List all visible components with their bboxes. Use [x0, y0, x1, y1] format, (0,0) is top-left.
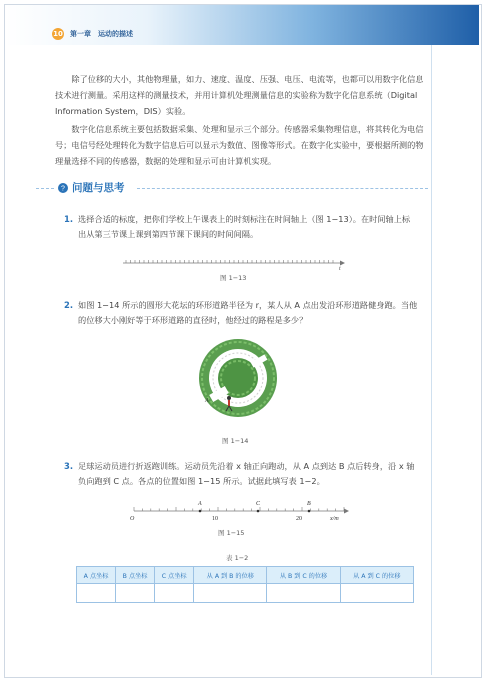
page-number-badge: 10: [53, 30, 63, 38]
question-text: 如图 1−14 所示的圆形大花坛的环形道路半径为 r，某人从 A 点出发沿环形道路健身跑。当他的位移大小刚好等于环形道路的直径时，他经过的路程是多少？: [78, 300, 418, 325]
tick-label: 20: [296, 516, 302, 522]
svg-text:?: ?: [61, 185, 65, 192]
table-header-cell: 从 B 到 C 的位移: [267, 567, 340, 584]
chapter-title: 第一章 运动的描述: [70, 30, 133, 38]
table-cell[interactable]: [194, 584, 267, 603]
table-cell[interactable]: [155, 584, 194, 603]
table-cell[interactable]: [267, 584, 340, 603]
question-text: 选择合适的标度，把你们学校上午课表上的时刻标注在时间轴上（图 1−13）。在时间轴上标出从第三节课上课到第四节课下课间的时间间隔。: [78, 214, 411, 239]
time-axis-figure: [118, 255, 348, 271]
point-label-a: A: [198, 501, 202, 507]
divider: [36, 188, 54, 190]
section-header: [57, 180, 125, 195]
question-number: 1.: [64, 214, 74, 224]
table-header-cell: A 点坐标: [77, 567, 116, 584]
origin-label: O: [130, 516, 135, 522]
figure-caption: 图 1−14: [222, 437, 249, 445]
point-label-c: C: [256, 501, 261, 507]
table-header-cell: B 点坐标: [116, 567, 155, 584]
table-cell[interactable]: [340, 584, 413, 603]
axis-unit-label: x/m: [330, 516, 339, 522]
table-header-cell: C 点坐标: [155, 567, 194, 584]
question-number: 2.: [64, 300, 74, 310]
section-title: 问题与思考: [72, 182, 125, 194]
figure-caption: 图 1−13: [220, 274, 247, 282]
position-axis-figure: [124, 497, 350, 523]
point-label: A: [205, 398, 209, 404]
axis-label: t: [339, 266, 341, 271]
point-label-b: B: [307, 501, 311, 507]
table-header-cell: 从 A 到 B 的位移: [194, 567, 267, 584]
question-text: 足球运动员进行折返跑训练。运动员先沿着 x 轴正向跑动，从 A 点到达 B 点后转身，沿 x 轴负向跑到 C 点。各点的位置如图 1−15 所示。试据此填写表 1−2。: [78, 461, 415, 486]
table-cell[interactable]: [116, 584, 155, 603]
question-bubble-icon: [57, 182, 69, 194]
question-number: 3.: [64, 461, 74, 471]
table-header-row: [77, 567, 414, 584]
tick-label: 10: [212, 516, 218, 522]
chapter-heading: [52, 28, 133, 40]
table-title: 表 1−2: [226, 554, 249, 562]
flower-bed-figure: [196, 328, 280, 430]
paragraph: 数字化信息系统主要包括数据采集、处理和显示三个部分。传感器采集物理信息，将其转化为电信号；电信号经处理转化为数字信息后可以显示为数值、图像等形式。在数字化实验中，要根据所测的物理量选择不同的传感器，数据的处理和显示可由计算机实现。: [55, 124, 424, 166]
table-cell[interactable]: [77, 584, 116, 603]
side-rule: [431, 45, 432, 675]
figure-caption: 图 1−15: [218, 529, 245, 537]
divider: [137, 188, 428, 190]
paragraph: 除了位移的大小，其他物理量，如力、速度、温度、压强、电压、电流等，也都可以用数字化信息技术进行测量。采用这样的测量技术，并用计算机处理测量信息的实验称为数字化信息系统（Digital Information System，DIS）实验。: [55, 74, 424, 116]
data-table: [76, 566, 414, 603]
table-header-cell: 从 A 到 C 的位移: [340, 567, 413, 584]
table-row: [77, 584, 414, 603]
